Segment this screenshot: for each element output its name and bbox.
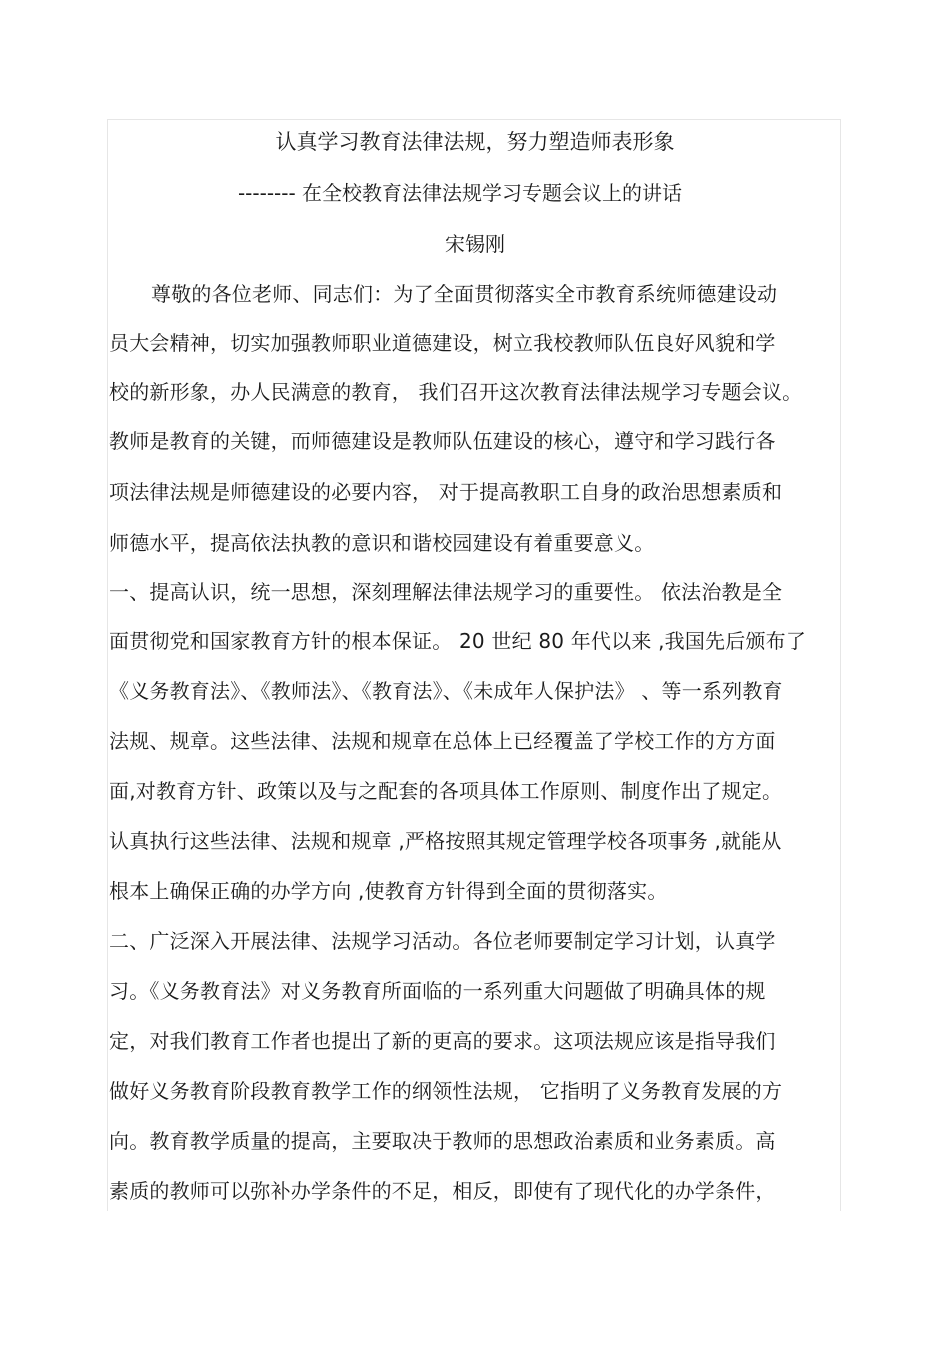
body-line: 《义务教育法》、《教师法》、《教育法》、《未成年人保护法》 、等一系列教育 [109,679,783,703]
body-line: 尊敬的各位老师、同志们：为了全面贯彻落实全市教育系统师德建设动 [151,282,778,306]
body-line: 员大会精神，切实加强教师职业道德建设，树立我校教师队伍良好风貌和学 [109,331,776,355]
document-title: 认真学习教育法律法规，努力塑造师表形象 [275,130,675,154]
body-line: 素质的教师可以弥补办学条件的不足，相反，即使有了现代化的办学条件， [109,1179,776,1203]
body-line: 定，对我们教育工作者也提出了新的更高的要求。这项法规应该是指导我们 [109,1029,776,1053]
body-line: 根本上确保正确的办学方向 ,使教育方针得到全面的贯彻落实。 [109,879,668,903]
body-line: 师德水平，提高依法执教的意识和谐校园建设有着重要意义。 [109,531,655,555]
body-line: 做好义务教育阶段教育教学工作的纲领性法规， 它指明了义务教育发展的方 [109,1079,783,1103]
body-line: 向。教育教学质量的提高，主要取决于教师的思想政治素质和业务素质。高 [109,1129,776,1153]
document-author: 宋锡刚 [445,232,505,256]
section-heading-1: 一、提高认识，统一思想，深刻理解法律法规学习的重要性。 依法治教是全 [109,580,783,604]
body-line: 校的新形象，办人民满意的教育， 我们召开这次教育法律法规学习专题会议。 [109,380,803,404]
body-line: 面贯彻党和国家教育方针的根本保证。 20 世纪 80 年代以来 ,我国先后颁布了 [109,629,807,653]
body-line: 项法律法规是师德建设的必要内容， 对于提高教职工自身的政治思想素质和 [109,480,783,504]
section-heading-2: 二、广泛深入开展法律、法规学习活动。各位老师要制定学习计划，认真学 [109,929,776,953]
body-line: 面,对教育方针、政策以及与之配套的各项具体工作原则、制度作出了规定。 [109,779,783,803]
body-line: 认真执行这些法律、法规和规章 ,严格按照其规定管理学校各项事务 ,就能从 [109,829,782,853]
body-line: 法规、规章。这些法律、法规和规章在总体上已经覆盖了学校工作的方方面 [109,729,776,753]
body-line: 习。《义务教育法》对义务教育所面临的一系列重大问题做了明确具体的规 [109,979,766,1003]
body-line: 教师是教育的关键，而师德建设是教师队伍建设的核心，遵守和学习践行各 [109,429,776,453]
document-subtitle: -------- 在全校教育法律法规学习专题会议上的讲话 [237,181,683,205]
